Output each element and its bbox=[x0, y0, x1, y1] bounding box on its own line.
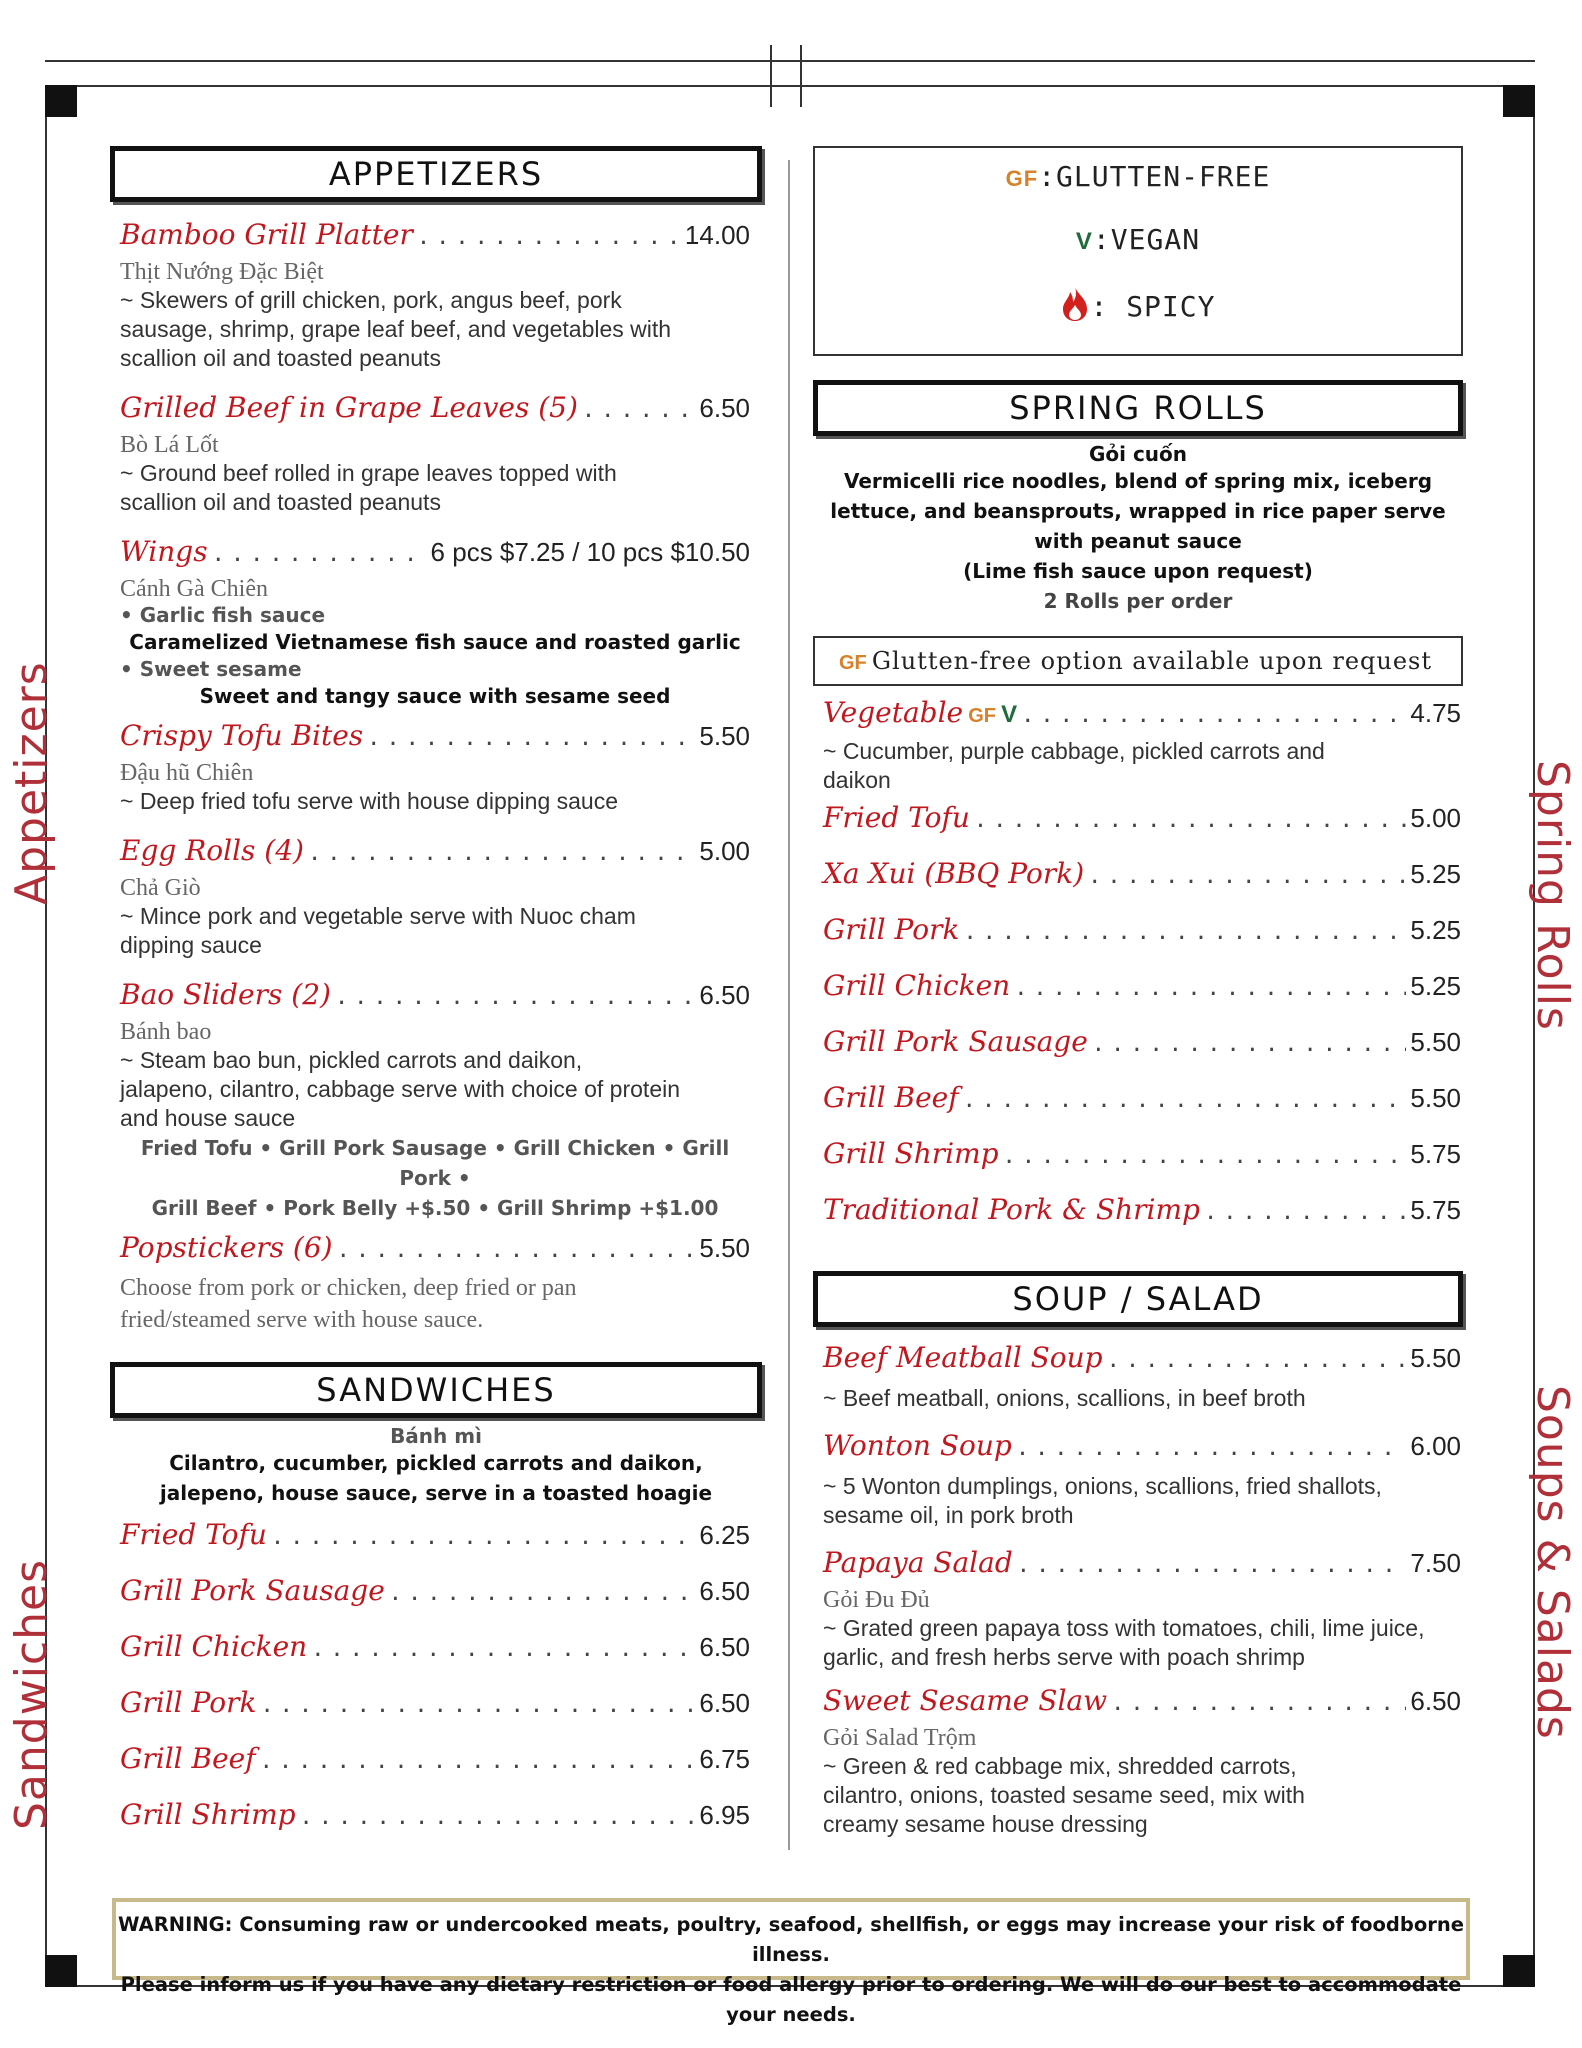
menu-item bbox=[823, 969, 1461, 1025]
leader-dots bbox=[1014, 976, 1406, 1001]
menu-item bbox=[823, 857, 1461, 913]
menu-item bbox=[110, 1231, 762, 1336]
item-price: 7.50 bbox=[1410, 1548, 1461, 1578]
legend-row bbox=[815, 160, 1461, 193]
frame-corner bbox=[45, 85, 77, 117]
spring-roll-list bbox=[813, 696, 1473, 1249]
item-name: Sweet Sesame Slaw bbox=[823, 1684, 1108, 1717]
item-name: Wonton Soup bbox=[823, 1429, 1012, 1462]
leader-dots bbox=[335, 985, 695, 1010]
sauce-option-description: Caramelized Vietnamese fish sauce and roasted garlic bbox=[129, 630, 741, 654]
item-description: ~ Ground beef rolled in grape leaves topped with scallion oil and toasted peanuts bbox=[120, 460, 617, 515]
leader-dots bbox=[417, 225, 681, 250]
menu-item bbox=[120, 1742, 750, 1798]
menu-item bbox=[823, 1429, 1461, 1530]
leader-dots bbox=[311, 1637, 695, 1662]
leader-dots bbox=[389, 1581, 696, 1606]
leader-dots bbox=[1016, 1436, 1407, 1461]
legend-text: :VEGAN bbox=[1092, 223, 1201, 256]
item-name: Fried Tofu bbox=[120, 1518, 267, 1551]
item-price: 6 pcs $7.25 / 10 pcs $10.50 bbox=[430, 537, 750, 567]
item-name: Bamboo Grill Platter bbox=[120, 218, 413, 251]
item-price: 6.50 bbox=[699, 1688, 750, 1718]
item-description: ~ Deep fried tofu serve with house dipping sauce bbox=[120, 788, 619, 814]
item-price: 6.50 bbox=[699, 393, 750, 423]
menu-item bbox=[823, 1546, 1461, 1672]
item-name: Grill Chicken bbox=[823, 969, 1011, 1002]
item-price: 5.00 bbox=[699, 836, 750, 866]
item-description: ~ 5 Wonton dumplings, onions, scallions, fried shallots, sesame oil, in pork broth bbox=[823, 1473, 1382, 1528]
menu-item bbox=[823, 1341, 1461, 1413]
item-name: Wings bbox=[120, 535, 208, 568]
legend-row bbox=[815, 223, 1461, 256]
item-name: Grill Pork Sausage bbox=[823, 1025, 1088, 1058]
item-price: 6.50 bbox=[699, 980, 750, 1010]
side-label-sandwiches: Sandwiches bbox=[6, 1559, 57, 1830]
menu-item bbox=[110, 218, 762, 373]
gluten-free-note: Glutten-free option available upon request bbox=[871, 647, 1433, 675]
sandwiches-subtitle: Bánh mì bbox=[390, 1424, 482, 1448]
side-label-spring-rolls: Spring Rolls bbox=[1527, 760, 1578, 1031]
item-vietnamese-name: Bò Lá Lốt bbox=[120, 432, 219, 458]
item-description: ~ Skewers of grill chicken, pork, angus beef, pork sausage, shrimp, grape leaf beef, and vegetables with scallion oil and toasted peanuts bbox=[120, 287, 672, 371]
item-name: Vegetable bbox=[823, 696, 964, 729]
appetizers-header: APPETIZERS bbox=[110, 146, 762, 202]
side-label-appetizers: Appetizers bbox=[6, 661, 57, 905]
dietary-legend bbox=[813, 146, 1463, 356]
item-price: 6.50 bbox=[1410, 1686, 1461, 1716]
spring-rolls-header: SPRING ROLLS bbox=[813, 380, 1463, 436]
gluten-free-note-box bbox=[813, 636, 1463, 686]
item-vietnamese-name: Đậu hũ Chiên bbox=[120, 760, 254, 786]
sauce-option-label: • Sweet sesame bbox=[120, 657, 302, 681]
item-vietnamese-name: Chả Giò bbox=[120, 875, 201, 901]
item-price: 6.00 bbox=[1410, 1431, 1461, 1461]
item-name: Grill Shrimp bbox=[120, 1798, 296, 1831]
item-name: Grill Pork bbox=[823, 913, 960, 946]
warning-line bbox=[116, 1910, 1466, 1970]
leader-dots bbox=[1017, 1553, 1407, 1578]
menu-item bbox=[120, 1630, 750, 1686]
item-price: 14.00 bbox=[684, 220, 750, 250]
leader-dots bbox=[271, 1525, 695, 1550]
item-name: Grill Beef bbox=[120, 1742, 256, 1775]
leader-dots bbox=[1092, 1032, 1407, 1057]
item-vietnamese-name: Thịt Nướng Đặc Biệt bbox=[120, 259, 324, 285]
item-price: 6.75 bbox=[699, 1744, 750, 1774]
warning-line: Please inform us if you have any dietary restriction or food allergy prior to ordering. We will do our best to accommodate your needs. bbox=[120, 1973, 1462, 2026]
allergy-warning bbox=[112, 1898, 1470, 2026]
top-rule bbox=[45, 60, 1535, 62]
menu-item bbox=[823, 913, 1461, 969]
soup-salad-header: SOUP / SALAD bbox=[813, 1271, 1463, 1327]
item-name: Popstickers (6) bbox=[120, 1231, 333, 1264]
leader-dots bbox=[963, 920, 1406, 945]
item-description: ~ Mince pork and vegetable serve with Nuoc cham dipping sauce bbox=[120, 903, 636, 958]
menu-item bbox=[823, 1081, 1461, 1137]
left-column bbox=[110, 146, 762, 1854]
item-name: Xa Xui (BBQ Pork) bbox=[823, 857, 1085, 890]
item-name: Grilled Beef in Grape Leaves (5) bbox=[120, 391, 578, 424]
item-price: 5.25 bbox=[1410, 971, 1461, 1001]
item-price: 6.50 bbox=[699, 1576, 750, 1606]
leader-dots bbox=[1111, 1691, 1406, 1716]
menu-item bbox=[823, 1025, 1461, 1081]
item-price: 5.25 bbox=[1410, 915, 1461, 945]
leader-dots bbox=[367, 726, 695, 751]
sandwiches-description: Cilantro, cucumber, pickled carrots and daikon, jalepeno, house sauce, serve in a toasted hoagie bbox=[159, 1451, 713, 1505]
item-price: 5.50 bbox=[1410, 1027, 1461, 1057]
item-price: 5.50 bbox=[699, 1233, 750, 1263]
item-price: 6.25 bbox=[699, 1520, 750, 1550]
menu-item bbox=[110, 535, 762, 711]
item-name: Beef Meatball Soup bbox=[823, 1341, 1103, 1374]
gluten-free-icon: GF bbox=[839, 652, 867, 674]
item-price: 5.75 bbox=[1410, 1139, 1461, 1169]
leader-dots bbox=[1088, 864, 1406, 889]
item-description: Choose from pork or chicken, deep fried or pan fried/steamed serve with house sauce. bbox=[120, 1275, 577, 1333]
item-name: Egg Rolls (4) bbox=[120, 834, 304, 867]
item-description: ~ Cucumber, purple cabbage, pickled carrots and daikon bbox=[823, 738, 1325, 793]
spring-rolls-description: Vermicelli rice noodles, blend of spring mix, iceberg lettuce, and beansprouts, wrapped in rice paper serve with peanut sauce bbox=[830, 469, 1446, 553]
item-description: ~ Steam bao bun, pickled carrots and daikon, jalapeno, cilantro, cabbage serve with choice of protein and house sauce bbox=[120, 1047, 681, 1131]
item-name: Traditional Pork & Shrimp bbox=[823, 1193, 1200, 1226]
menu-item bbox=[823, 1684, 1461, 1839]
vegan-icon: V bbox=[1001, 701, 1018, 728]
leader-dots bbox=[260, 1693, 695, 1718]
menu-item bbox=[110, 391, 762, 517]
leader-dots bbox=[1021, 703, 1406, 728]
item-name: Grill Pork Sausage bbox=[120, 1574, 385, 1607]
gluten-free-icon: GF bbox=[1005, 166, 1039, 191]
menu-item bbox=[823, 1137, 1461, 1193]
leader-dots bbox=[1003, 1144, 1407, 1169]
item-price: 5.75 bbox=[1410, 1195, 1461, 1225]
item-vietnamese-name: Gỏi Đu Đủ bbox=[823, 1587, 930, 1613]
item-name: Grill Shrimp bbox=[823, 1137, 999, 1170]
item-price: 6.50 bbox=[699, 1632, 750, 1662]
sandwich-list bbox=[110, 1518, 762, 1854]
item-price: 5.25 bbox=[1410, 859, 1461, 889]
item-name: Crispy Tofu Bites bbox=[120, 719, 364, 752]
frame-corner bbox=[45, 1955, 77, 1987]
item-price: 5.50 bbox=[1410, 1343, 1461, 1373]
menu-item bbox=[120, 1518, 750, 1574]
protein-options: Grill Beef • Pork Belly +$.50 • Grill Shrimp +$1.00 bbox=[151, 1196, 719, 1220]
menu-item bbox=[823, 1193, 1461, 1249]
menu-item bbox=[120, 1686, 750, 1742]
sandwiches-header: SANDWICHES bbox=[110, 1362, 762, 1418]
right-column bbox=[813, 146, 1473, 1839]
leader-dots bbox=[963, 1088, 1407, 1113]
item-vietnamese-name: Gỏi Salad Trộm bbox=[823, 1725, 977, 1751]
warning-text: Consuming raw or undercooked meats, poultry, seafood, shellfish, or eggs may increase your risk of foodborne illness. bbox=[239, 1913, 1464, 1966]
column-divider bbox=[788, 160, 790, 1850]
leader-dots bbox=[582, 398, 695, 423]
leader-dots bbox=[974, 808, 1406, 833]
leader-dots bbox=[212, 542, 427, 567]
item-name: Grill Beef bbox=[823, 1081, 959, 1114]
item-vietnamese-name: Cánh Gà Chiên bbox=[120, 576, 268, 602]
gluten-free-icon: GF bbox=[968, 705, 996, 727]
item-name: Grill Chicken bbox=[120, 1630, 308, 1663]
leader-dots bbox=[1204, 1200, 1406, 1225]
menu-item bbox=[110, 834, 762, 960]
menu-item bbox=[120, 1574, 750, 1630]
vegan-icon: V bbox=[1075, 228, 1093, 255]
leader-dots bbox=[260, 1749, 696, 1774]
side-label-soups-salads: Soups & Salads bbox=[1527, 1385, 1578, 1740]
leader-dots bbox=[308, 841, 695, 866]
sauce-option-label: • Garlic fish sauce bbox=[120, 603, 326, 627]
item-description: ~ Green & red cabbage mix, shredded carrots, cilantro, onions, toasted sesame seed, mix with creamy sesame house dressing bbox=[823, 1753, 1305, 1837]
menu-item bbox=[120, 1798, 750, 1854]
item-price: 5.50 bbox=[699, 721, 750, 751]
item-description: ~ Beef meatball, onions, scallions, in beef broth bbox=[823, 1385, 1306, 1411]
item-name: Grill Pork bbox=[120, 1686, 257, 1719]
legend-row bbox=[815, 286, 1461, 329]
spring-rolls-note: 2 Rolls per order bbox=[1043, 589, 1233, 613]
legend-text: :GLUTTEN-FREE bbox=[1038, 160, 1271, 193]
item-price: 5.50 bbox=[1410, 1083, 1461, 1113]
item-name: Bao Sliders (2) bbox=[120, 978, 331, 1011]
soup-salad-list bbox=[813, 1341, 1473, 1839]
leader-dots bbox=[300, 1805, 696, 1830]
legend-text: : SPICY bbox=[1090, 290, 1216, 323]
spring-rolls-note: (Lime fish sauce upon request) bbox=[963, 559, 1313, 583]
leader-dots bbox=[337, 1238, 696, 1263]
item-name: Papaya Salad bbox=[823, 1546, 1013, 1579]
menu-item bbox=[823, 801, 1461, 857]
item-name: Fried Tofu bbox=[823, 801, 970, 834]
leader-dots bbox=[1107, 1348, 1407, 1373]
item-price: 5.00 bbox=[1410, 803, 1461, 833]
menu-item bbox=[110, 719, 762, 816]
menu-item bbox=[110, 978, 762, 1223]
fire-icon bbox=[1060, 286, 1090, 329]
menu-item bbox=[823, 696, 1461, 795]
item-price: 6.95 bbox=[699, 1800, 750, 1830]
sauce-option-description: Sweet and tangy sauce with sesame seed bbox=[199, 684, 671, 708]
frame-corner bbox=[1503, 1955, 1535, 1987]
warning-label: WARNING: bbox=[118, 1913, 233, 1936]
item-price: 4.75 bbox=[1410, 698, 1461, 728]
spring-rolls-subtitle: Gỏi cuốn bbox=[1088, 442, 1188, 466]
frame-corner bbox=[1503, 85, 1535, 117]
item-description: ~ Grated green papaya toss with tomatoes, chili, lime juice, garlic, and fresh herbs serve with poach shrimp bbox=[823, 1615, 1425, 1670]
protein-options: Fried Tofu • Grill Pork Sausage • Grill Chicken • Grill Pork • bbox=[140, 1136, 730, 1190]
item-vietnamese-name: Bánh bao bbox=[120, 1019, 212, 1045]
